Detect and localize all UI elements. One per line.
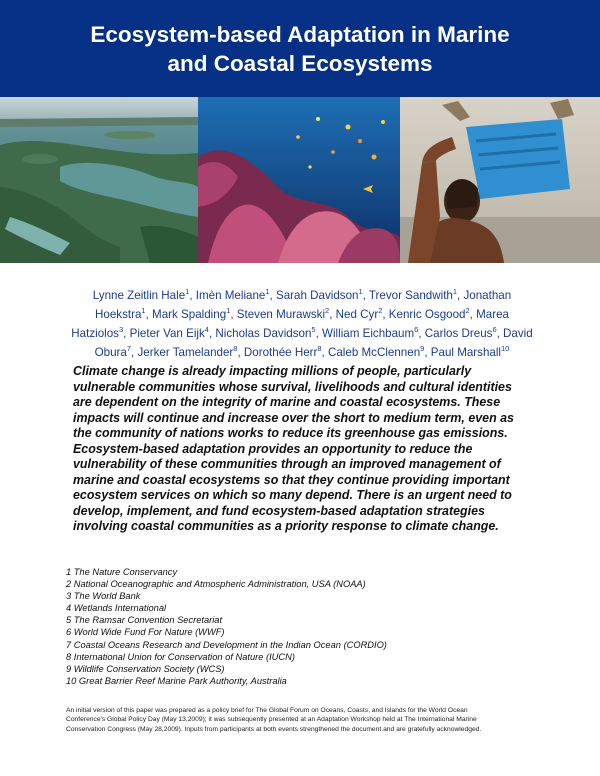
author-name: , Ned Cyr (329, 307, 379, 321)
abstract-line: Ecosystem-based adaptation provides an opportunity to reduce the (73, 441, 473, 456)
author-name: , Kenric Osgood (382, 307, 466, 321)
author-line (68, 303, 536, 322)
author-name: , Paul Marshall (424, 345, 502, 359)
footnote-line: Conference's Global Policy Day (May 13,2009); it was subsequently presented at an Adaptation Workshop held at The International Marine (66, 716, 477, 724)
author-name: Hatziolos (71, 326, 119, 340)
author-name: , Pieter Van Eijk (123, 326, 205, 340)
affiliation-marker: 3 (118, 324, 124, 334)
fisherman-with-crate-photo (400, 97, 600, 263)
author-name: , Sarah Davidson (269, 288, 359, 302)
abstract-line: vulnerability of these communities through an improved management of (73, 457, 501, 471)
author-name: , Marea (469, 307, 509, 321)
affiliation-item: 4 Wetlands International (66, 603, 167, 614)
author-list (68, 284, 536, 359)
affiliation-marker: 4 (204, 324, 209, 334)
affiliation-item: 8 International Union for Conservation of Nature (IUCN) (66, 651, 295, 662)
title-banner (0, 0, 600, 97)
aerial-coastline-photo (0, 97, 198, 263)
affiliation-item: 6 World Wide Fund For Nature (WWF) (66, 627, 225, 638)
abstract (73, 364, 543, 535)
affiliation-marker: 9 (420, 343, 425, 353)
footnote (66, 706, 566, 734)
affiliation-marker: 1 (358, 287, 363, 296)
abstract-line: Climate change is already impacting millions of people, particularly (73, 364, 472, 378)
author-name: Lynne Zeitlin Hale (92, 288, 186, 302)
author-name: , Imèn Meliane (189, 288, 266, 302)
author-name: , Jonathan (457, 288, 512, 302)
author-line (68, 341, 536, 360)
affiliation-item: 1 The Nature Conservancy (66, 567, 178, 577)
photo-strip (0, 97, 600, 263)
affiliation-marker: 1 (185, 287, 190, 296)
affiliation-item: 2 National Oceanographic and Atmospheric Administration, USA (NOAA) (66, 579, 366, 590)
author-name: Hoekstra (95, 307, 142, 321)
author-name: , Steven Murawski (230, 307, 326, 321)
author-line (68, 284, 536, 303)
affiliation-marker: 6 (492, 324, 497, 334)
abstract-line: impacts will continue and increase over the short to medium term, even as (73, 410, 514, 425)
title-line-1: Ecosystem-based Adaptation in Marine (90, 22, 510, 47)
title-line-2: and Coastal Ecosystems (167, 51, 433, 76)
affiliation-marker: 1 (226, 305, 231, 315)
affiliation-marker: 5 (311, 324, 316, 334)
abstract-line: involving coastal communities as a priority response to climate change. (73, 519, 499, 533)
affiliation-marker: 8 (317, 343, 322, 353)
abstract-line: are dependent on the integrity of marine and coastal ecosystems. These (73, 395, 501, 409)
affiliation-item: 7 Coastal Oceans Research and Development in the Indian Ocean (CORDIO) (66, 639, 387, 650)
author-name: , Dorothée Herr (237, 345, 318, 359)
author-name: , William Eichbaum (315, 326, 415, 340)
affiliation-marker: 2 (325, 305, 330, 315)
author-name: , Mark Spalding (145, 307, 227, 321)
abstract-line: the community of nations works to reduce its greenhouse gas emissions. (73, 426, 508, 440)
affiliation-marker: 7 (126, 343, 132, 353)
affiliation-marker: 1 (141, 305, 146, 315)
footnote-line: Conservation Congress (May 28,2009). Inputs from participants at both events strengthened the document and are gratefully acknowledged. (66, 725, 482, 733)
page-title (60, 20, 540, 78)
affiliation-marker: 8 (233, 343, 238, 353)
affiliation-marker: 2 (378, 305, 383, 315)
author-name: , Trevor Sandwith (362, 288, 453, 302)
author-name: , David (496, 326, 533, 340)
affiliation-item: 5 The Ramsar Convention Secretariat (66, 615, 223, 626)
footnote-line: An initial version of this paper was prepared as a policy brief for The Global Forum on Oceans, Coasts, and Islands for the World Ocean (66, 707, 468, 714)
author-line (68, 322, 536, 341)
affiliation-marker: 1 (452, 287, 458, 296)
abstract-line: marine and coastal ecosystems so that they continue providing important (73, 472, 510, 487)
affiliation-list (66, 566, 546, 687)
abstract-line: vulnerable communities whose survival, livelihoods and cultural identities (73, 379, 512, 394)
affiliation-marker: 1 (265, 287, 270, 296)
coral-reef-photo (198, 97, 400, 263)
affiliation-marker: 6 (414, 324, 419, 334)
affiliation-item: 10 Great Barrier Reef Marine Park Authority, Australia (66, 675, 287, 686)
author-name: , Caleb McClennen (321, 345, 421, 359)
affiliation-item: 9 Wildlife Conservation Society (WCS) (66, 663, 225, 674)
abstract-line: ecosystem services on which so many depend. There is an urgent need to (73, 488, 512, 502)
author-name: , Jerker Tamelander (131, 345, 234, 359)
abstract-line: develop, implement, and fund ecosystem-based adaptation strategies (73, 503, 485, 518)
affiliation-item: 3 The World Bank (66, 591, 141, 602)
affiliation-marker: 2 (465, 305, 470, 315)
affiliation-marker: 10 (501, 343, 510, 353)
author-name: , Nicholas Davidson (208, 326, 312, 340)
author-name: , Carlos Dreus (418, 326, 493, 340)
author-name: Obura (94, 345, 127, 359)
